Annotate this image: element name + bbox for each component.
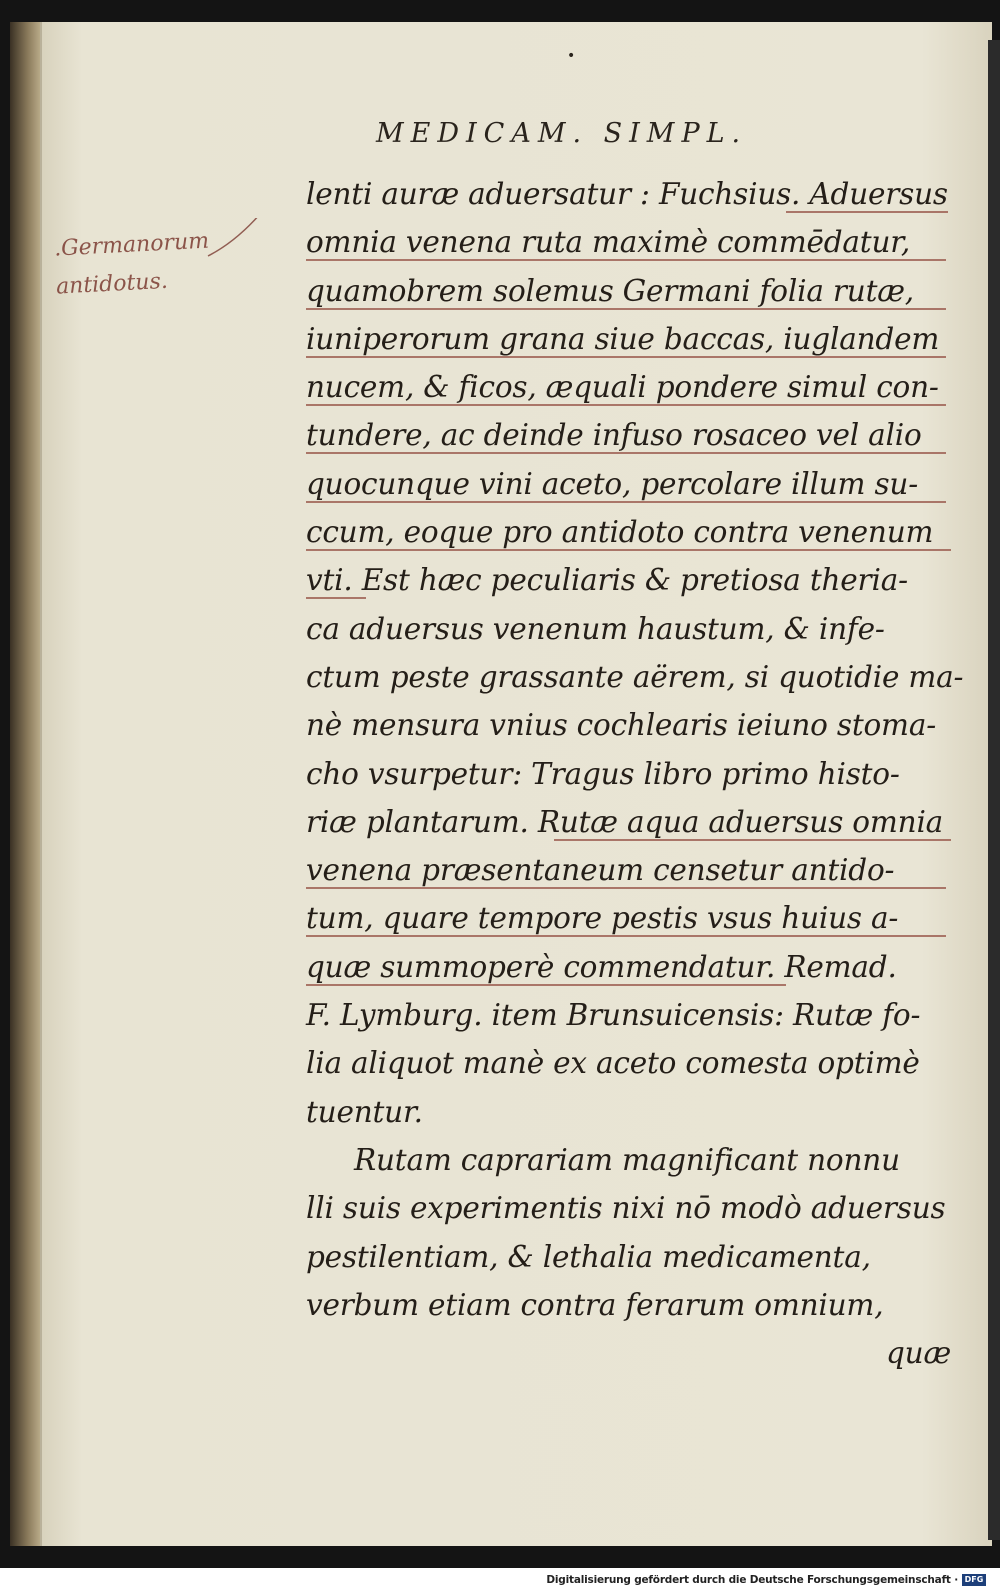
text-line: quocunque vini aceto, percolare illum su- xyxy=(306,460,951,508)
scan-right-edge xyxy=(988,40,1000,1540)
text-line: nè mensura vnius cochlearis ieiuno stoma- xyxy=(306,708,936,743)
text-line: omnia venena ruta maximè commēdatur, xyxy=(306,218,951,266)
text-line: F. Lymburg. item Brunsuicensis: Rutæ fo- xyxy=(306,998,921,1033)
footer xyxy=(546,1573,986,1587)
text-line: nucem, & ficos, æquali pondere simul con- xyxy=(306,363,951,411)
text-line: cho vsurpetur: Tragus libro primo histo- xyxy=(306,756,900,791)
footer-text: Digitalisierung gefördert durch die Deutsche Forschungsgemeinschaft · xyxy=(546,1574,958,1586)
text-line: venena præsentaneum censetur antido- xyxy=(306,846,951,894)
text-line: ca aduersus venenum haustum, & infe- xyxy=(306,611,885,646)
binding-edge xyxy=(10,22,40,1546)
text-line: lli suis experimentis nixi nō modò aduersus xyxy=(306,1191,946,1226)
text-line: tundere, ac deinde infuso rosaceo vel alio xyxy=(306,411,951,459)
text-line: vti. Est hæc peculiaris & pretiosa theria- xyxy=(306,563,908,598)
text-line: iuniperorum grana siue baccas, iuglandem xyxy=(306,315,951,363)
running-head: MEDICAM. SIMPL. xyxy=(376,118,748,149)
text-line: quæ summoperè commendatur. Remad. xyxy=(306,949,897,984)
marginal-stroke xyxy=(58,218,258,298)
text-line: ctum peste grassante aërem, si quotidie ma- xyxy=(306,659,964,694)
text-line: tuentur. xyxy=(306,1094,423,1129)
text-line: Rutam caprariam magnificant nonnu xyxy=(354,1142,900,1177)
dfg-logo-icon: DFG xyxy=(962,1574,986,1586)
page-mark: • xyxy=(567,48,576,64)
marginal-note-line: .Germanorum xyxy=(53,228,210,262)
text-line: lenti auræ aduersatur : Fuchsius. Aduersus xyxy=(306,177,948,211)
text-line: pestilentiam, & lethalia medicamenta, xyxy=(306,1239,871,1274)
body-text xyxy=(306,170,964,1377)
text-line: verbum etiam contra ferarum omnium, xyxy=(306,1287,884,1322)
text-line: ccum, eoque pro antidoto contra venenum xyxy=(306,508,951,556)
text-line: tum, quare tempore pestis vsus huius a- xyxy=(306,894,951,942)
marginal-note-line: antidotus. xyxy=(55,268,169,300)
catchword: quæ xyxy=(885,1336,951,1371)
text-line: riæ plantarum. Rutæ aqua aduersus omnia xyxy=(306,798,951,846)
text-line: lia aliquot manè ex aceto comesta optimè xyxy=(306,1046,920,1081)
text-line: quamobrem solemus Germani folia rutæ, xyxy=(306,267,951,315)
